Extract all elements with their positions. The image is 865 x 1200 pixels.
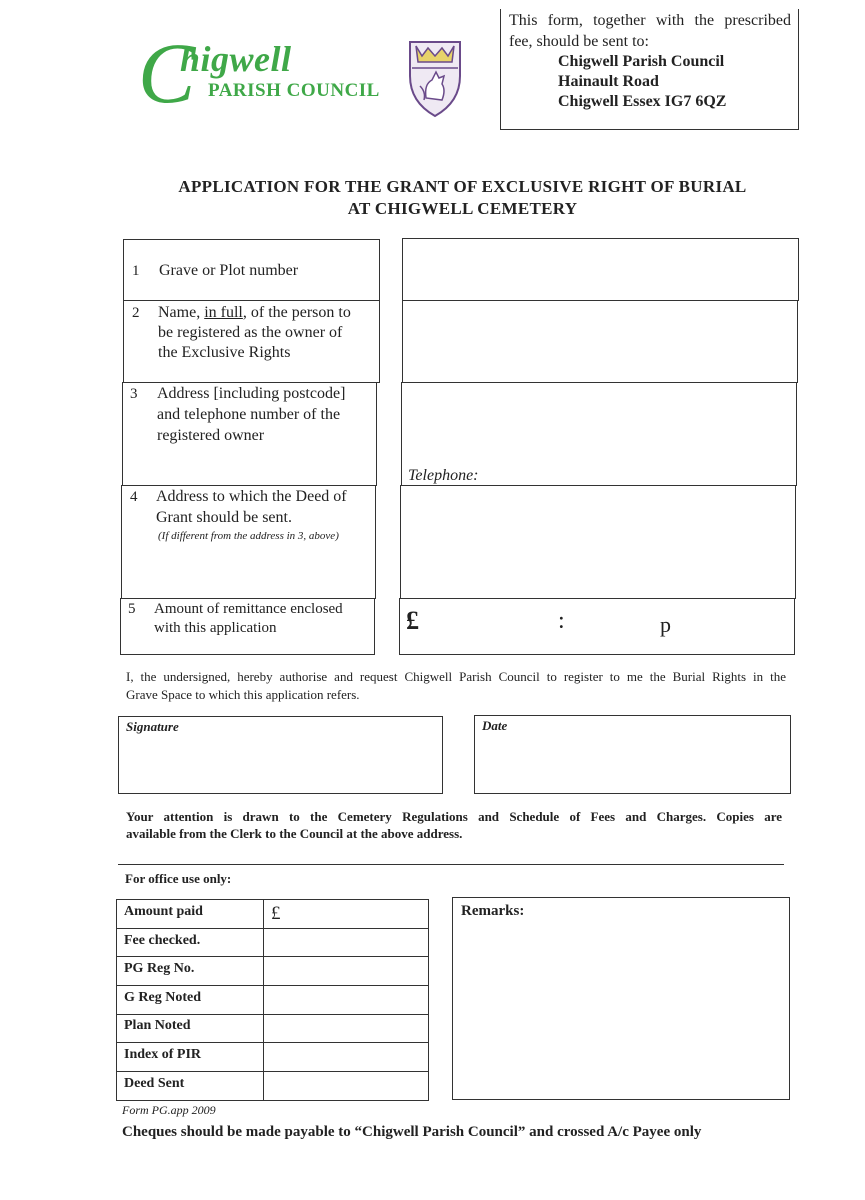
office-divider [118,864,784,865]
question-5-line1: Amount of remittance enclosed [154,601,343,617]
address-recipient: Chigwell Parish Council [558,53,725,70]
pounds-pence-separator: : [558,608,565,634]
question-3-number: 3 [130,386,138,402]
question-2-post: , of the person to [242,304,351,321]
logo-subtitle: PARISH COUNCIL [208,80,380,101]
address-town: Chigwell Essex IG7 6QZ [558,93,727,110]
remarks-field[interactable] [452,897,790,1100]
cheque-instructions: Cheques should be made payable to “Chigwell Parish Council” and crossed A/c Payee only [122,1124,702,1140]
deed-address-field[interactable] [400,485,796,599]
question-4-note: (If different from the address in 3, above) [158,530,339,542]
logo-initial: C [138,25,196,121]
question-2-underlined: in full [204,304,243,321]
office-row-divider [116,928,429,929]
amount-paid-pound-symbol: £ [271,903,281,924]
question-5-number: 5 [128,601,136,617]
telephone-label: Telephone: [408,467,479,484]
declaration-line2: Grave Space to which this application refers. [126,687,360,702]
office-row-label: PG Reg No. [124,961,195,976]
form-reference: Form PG.app 2009 [122,1103,216,1117]
form-title-line1: APPLICATION FOR THE GRANT OF EXCLUSIVE RIGHT OF BURIAL [178,177,747,196]
office-row-label: Deed Sent [124,1076,185,1091]
address-intro-line1: This form, together with the prescribed [509,12,791,29]
notice-line1: Your attention is drawn to the Cemetery Regulations and Schedule of Fees and Charges. Copies are [126,809,782,824]
office-row-divider [116,1014,429,1015]
owner-name-field[interactable] [402,300,798,383]
question-3-line1: Address [including postcode] [157,385,346,402]
form-title-line2: AT CHIGWELL CEMETERY [347,199,578,218]
question-3-line3: registered owner [157,427,265,444]
office-row-label: Index of PIR [124,1047,202,1062]
question-4-number: 4 [130,489,138,505]
pound-symbol: £ [406,606,419,635]
office-row-divider [116,985,429,986]
office-row-divider [116,956,429,957]
office-heading: For office use only: [125,871,232,886]
question-2-line2: be registered as the owner of [158,324,343,341]
question-4-line2: Grant should be sent. [156,509,292,526]
remarks-label: Remarks: [461,903,525,919]
office-row-label: Fee checked. [124,933,201,948]
office-row-divider [116,1042,429,1043]
logo-name: higwell [180,39,292,79]
question-2-line3: the Exclusive Rights [158,344,291,361]
question-4-line1: Address to which the Deed of [156,488,347,505]
plot-number-field[interactable] [402,238,799,301]
date-label: Date [482,718,508,733]
pence-symbol: p [660,612,671,637]
question-3-line2: and telephone number of the [157,406,341,423]
question-2-line1 [158,303,351,323]
office-row-divider [116,1071,429,1072]
address-street: Hainault Road [558,73,659,90]
declaration-line1: I, the undersigned, hereby authorise and request Chigwell Parish Council to register to me the Burial Rights in the [126,669,786,684]
notice-line2: available from the Clerk to the Council at the above address. [126,826,463,841]
office-row-label: Amount paid [124,904,203,919]
question-1-number: 1 [132,263,140,279]
office-row-label: Plan Noted [124,1018,191,1033]
question-2-pre: Name, [158,304,205,321]
office-row-label: G Reg Noted [124,990,201,1005]
question-2-number: 2 [132,305,140,321]
signature-label: Signature [126,719,179,734]
address-intro-line2: fee, should be sent to: [509,33,649,50]
question-1-text: Grave or Plot number [159,262,299,279]
question-5-line2: with this application [154,620,277,636]
date-field[interactable] [474,715,791,794]
council-crest-icon [406,38,464,118]
remittance-amount-field[interactable] [399,598,795,655]
